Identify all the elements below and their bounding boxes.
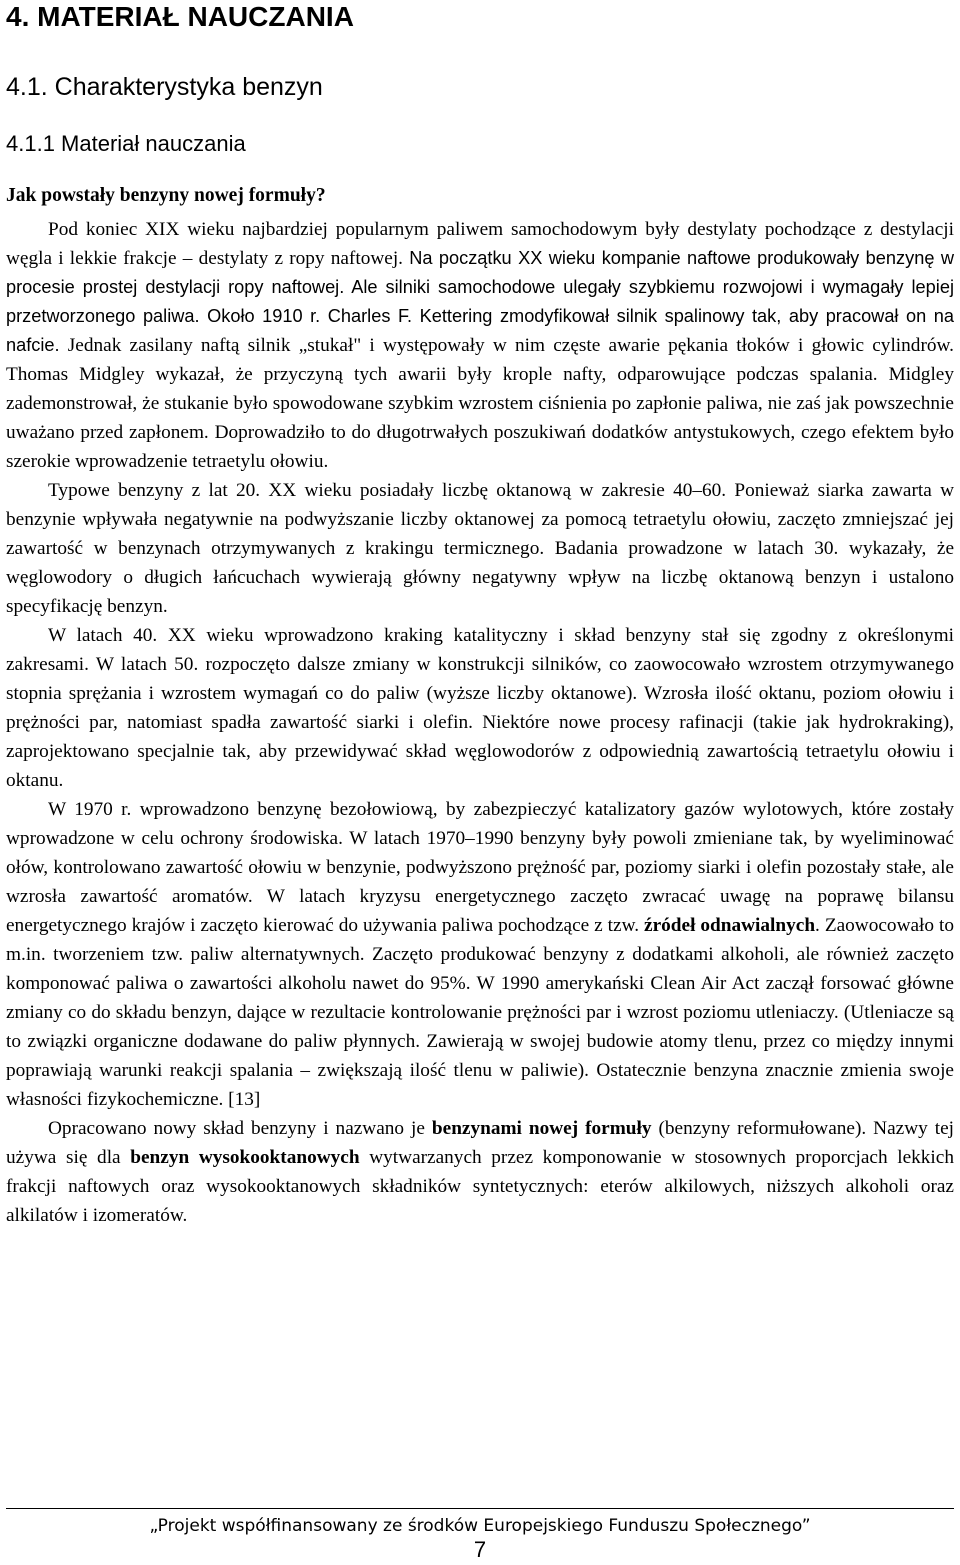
- paragraph-5: [6, 1114, 954, 1230]
- chapter-heading: 4. MATERIAŁ NAUCZANIA: [6, 1, 354, 32]
- paragraph-4: [6, 795, 954, 1114]
- paragraph-5-part-a: Opracowano nowy skład benzyny i nazwano je: [48, 1118, 432, 1139]
- paragraph-5-bold-2: benzyn wysokooktanowych: [130, 1147, 360, 1168]
- paragraph-1-part-b: Na początku XX wieku kompanie naftowe produkowały benzynę w procesie prostej destylacji ropy naftowej. Ale silniki samochodowe ulegały szybkiemu rozwojowi i wymagały lepiej przetworzonego paliwa. Około 1910 r. Charles F. Kettering zmodyfikował silnik spalinowy tak, aby pracował on na nafcie.: [6, 248, 954, 355]
- paragraph-4-part-a: W 1970 r. wprowadzono benzynę bezołowiową, by zabezpieczyć katalizatory gazów wylotowych, które zostały wprowadzone w celu ochrony środowiska. W latach 1970–1990 benzyny były powoli zmieniane tak, by wyeliminować ołów, kontrolowano zawartość ołowiu w benzynie, podwyższono prężność par, poziomy siarki i olefin pozostały stałe, ale wzrosła zawartość aromatów. W latach kryzysu energetycznego zaczęto zwracać uwagę na poprawę bilansu energetycznego krajów i zaczęto kierować do używania paliwa pochodzące z tzw.: [6, 799, 954, 936]
- paragraph-1: [6, 215, 954, 476]
- paragraph-3: W latach 40. XX wieku wprowadzono kraking katalityczny i skład benzyny stał się zgodny z określonymi zakresami. W latach 50. rozpoczęto dalsze zmiany w konstrukcji silników, co zaowocowało wzrostem otrzymywanego stopnia sprężania i wzrostem wymagań co do paliw (wyższe liczby oktanowe). Wzrosła ilość oktanu, poziom ołowiu i prężności par, natomiast spadła zawartość siarki i olefin. Niektóre nowe procesy rafinacji (takie jak hydrokraking), zaprojektowano specjalnie tak, aby przewidywać skład węglowodorów z odpowiednią zawartością tetraetylu ołowiu i oktanu.: [6, 625, 954, 791]
- question-heading: Jak powstały benzyny nowej formuły?: [6, 185, 326, 206]
- paragraph-5-part-b: (benzyny reformułowane). Nazwy tej używa się dla: [6, 1118, 955, 1168]
- body-text: [6, 215, 954, 1230]
- paragraph-5-bold-1: benzynami nowej formuły: [431, 1118, 652, 1139]
- paragraph-4-bold: źródeł odnawialnych: [644, 915, 816, 936]
- page-number: 7: [473, 1537, 487, 1562]
- paragraph-2: Typowe benzyny z lat 20. XX wieku posiadały liczbę oktanową w zakresie 40–60. Ponieważ siarka zawarta w benzynie wpływała negatywnie na podwyższanie liczby oktanowej za pomocą tetraetylu ołowiu, zaczęto zmniejszać jej zawartość w benzynach otrzymywanych z krakingu termicznego. Badania prowadzone w latach 30. wykazały, że węglowodory o długich łańcuchach wywierają główny negatywny wpływ na liczbę oktanową benzyn i ustalono specyfikację benzyn.: [6, 480, 954, 617]
- section-heading: 4.1. Charakterystyka benzyn: [6, 73, 323, 101]
- subsection-heading: 4.1.1 Materiał nauczania: [6, 131, 246, 156]
- paragraph-5-part-c: wytwarzanych przez komponowanie w stosownych proporcjach lekkich frakcji naftowych oraz wysokooktanowych składników syntetycznych: eterów alkilowych, niższych alkoholi oraz alkilatów i izomeratów.: [6, 1147, 954, 1226]
- footer-divider: [6, 1508, 954, 1509]
- footer-text: „Projekt współfinansowany ze środków Europejskiego Funduszu Społecznego”: [149, 1516, 811, 1536]
- paragraph-4-part-b: . Zaowocowało to m.in. tworzeniem tzw. paliw alternatywnych. Zaczęto produkować benzyny z dodatkami alkoholi, ale również zaczęto komponować paliwa o zawartości alkoholu nawet do 95%. W 1990 amerykański Clean Air Act zaczął forsować główne zmiany co do składu benzyn, dające w rezultacie kontrolowanie prężności par i wzrost poziomu utleniaczy. (Utleniacze są to związki organiczne dodawane do paliw płynnych. Zawierają w swojej budowie atomy tlenu, przez co między innymi poprawiają warunki reakcji spalania – zwiększają ilość tlenu w paliwie). Ostatecznie benzyna znacznie zmienia swoje własności fizykochemiczne. [13]: [6, 915, 955, 1110]
- paragraph-1-part-c: Jednak zasilany naftą silnik „stukał" i występowały w nim częste awarie pękania tłoków i głowic cylindrów. Thomas Midgley wykazał, że przyczyną tych awarii były krople nafty, odparowujące podczas spalania. Midgley zademonstrował, że stukanie było spowodowane szybkim wzrostem ciśnienia po zapłonie paliwa, nie zaś jak powszechnie uważano przed zapłonem. Doprowadziło to do długotrwałych poszukiwań dodatków antystukowych, czego efektem było szerokie wprowadzenie tetraetylu ołowiu.: [6, 335, 954, 472]
- paragraph-1-part-a: Pod koniec XIX wieku najbardziej popularnym paliwem samochodowym były destylaty pochodzące z destylacji węgla i lekkie frakcje – destylaty z ropy naftowej.: [6, 219, 954, 269]
